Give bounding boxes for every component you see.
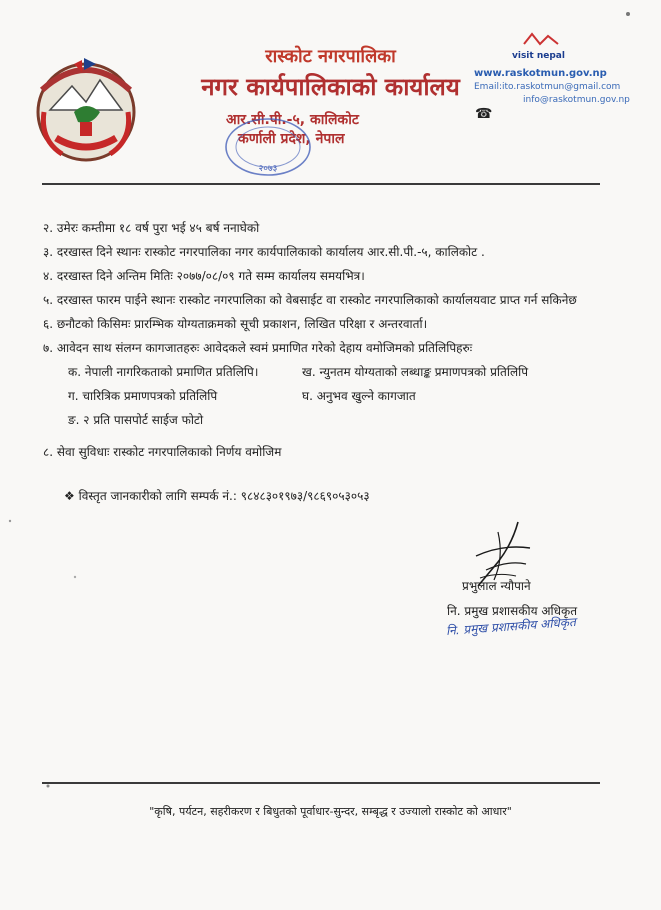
list-item: ३. दरखास्त दिने स्थानः रास्कोट नगरपालिका नगर कार्यपालिकाको कार्यालय आर.सी.पी.-५, कालिकोट . — [43, 245, 485, 259]
footer-motto: "कृषि, पर्यटन, सहरीकरण र बिधुतको पूर्वाधार-सुन्दर, सम्बृद्ध र उज्यालो रास्कोट को आधार" — [149, 805, 512, 818]
list-item: ४. दरखास्त दिने अन्तिम मितिः २०७७/०८/०९ गते सम्म कार्यालय समयभित्र। — [43, 269, 365, 283]
visit-logo-text: visit nepal — [512, 51, 565, 61]
list-item: २. उमेरः कम्तीमा १८ वर्ष पुरा भई ४५ बर्ष ननाघेको — [43, 221, 260, 235]
list-item: ८. सेवा सुविधाः रास्कोट नगरपालिकाको निर्णय वमोजिम — [43, 445, 282, 459]
office-province: कर्णाली प्रदेश, नेपाल — [238, 131, 345, 147]
document-item: क. नेपाली नागरिकताको प्रमाणित प्रतिलिपि। — [68, 365, 259, 379]
list-item: ५. दरखास्त फारम पाईने स्थानः रास्कोट नगरपालिका को वेबसाईट वा रास्कोट नगरपालिकाको कार्यालयवाट प्राप्त गर्न सकिनेछ — [43, 293, 577, 307]
document-item: ग. चारित्रिक प्रमाणपत्रको प्रतिलिपि — [68, 389, 218, 403]
signatory-stamp: नि. प्रमुख प्रशासकीय अधिकृत — [445, 614, 577, 638]
document-item: ङ. २ प्रति पासपोर्ट साईज फोटो — [68, 413, 204, 427]
document-item: ख. न्युनतम योग्यताको लब्धाङ्क प्रमाणपत्रको प्रतिलिपि — [302, 365, 529, 379]
bullet-icon: ❖ — [64, 489, 75, 503]
email-link-info[interactable]: info@raskotmun.gov.np — [523, 95, 630, 105]
phone-icon: ☎ — [475, 106, 493, 122]
email-link-ito[interactable]: Email:ito.raskotmun@gmail.com — [474, 82, 621, 92]
document-item: घ. अनुभव खुल्ने कागजात — [302, 389, 416, 403]
stamp-year: २०७३ — [258, 164, 278, 174]
contact-text: विस्तृत जानकारीको लागि सम्पर्क नं.: ९८४८३०१९७३/९८६९०५३०५३ — [78, 489, 370, 503]
signatory-name: प्रभुलाल न्यौपाने — [462, 579, 531, 593]
list-item: ६. छनौटको किसिमः प्रारम्भिक योग्यताक्रमको सूची प्रकाशन, लिखित परिक्षा र अन्तरवार्ता। — [43, 317, 428, 331]
list-item: ७. आवेदन साथ संलग्न कागजातहरुः आवेदकले स्वमं प्रमाणित गरेको देहाय वमोजिमको प्रतिलिपिहरुः — [43, 341, 473, 355]
office-name: नगर कार्यपालिकाको कार्यालय — [201, 73, 460, 101]
municipality-name: रास्कोट नगरपालिका — [265, 46, 396, 67]
signatory-title: नि. प्रमुख प्रशासकीय अधिकृत — [447, 604, 578, 618]
website-link[interactable]: www.raskotmun.gov.np — [474, 68, 607, 79]
office-address: आर.सी.पी.-५, कालिकोट — [226, 112, 359, 128]
